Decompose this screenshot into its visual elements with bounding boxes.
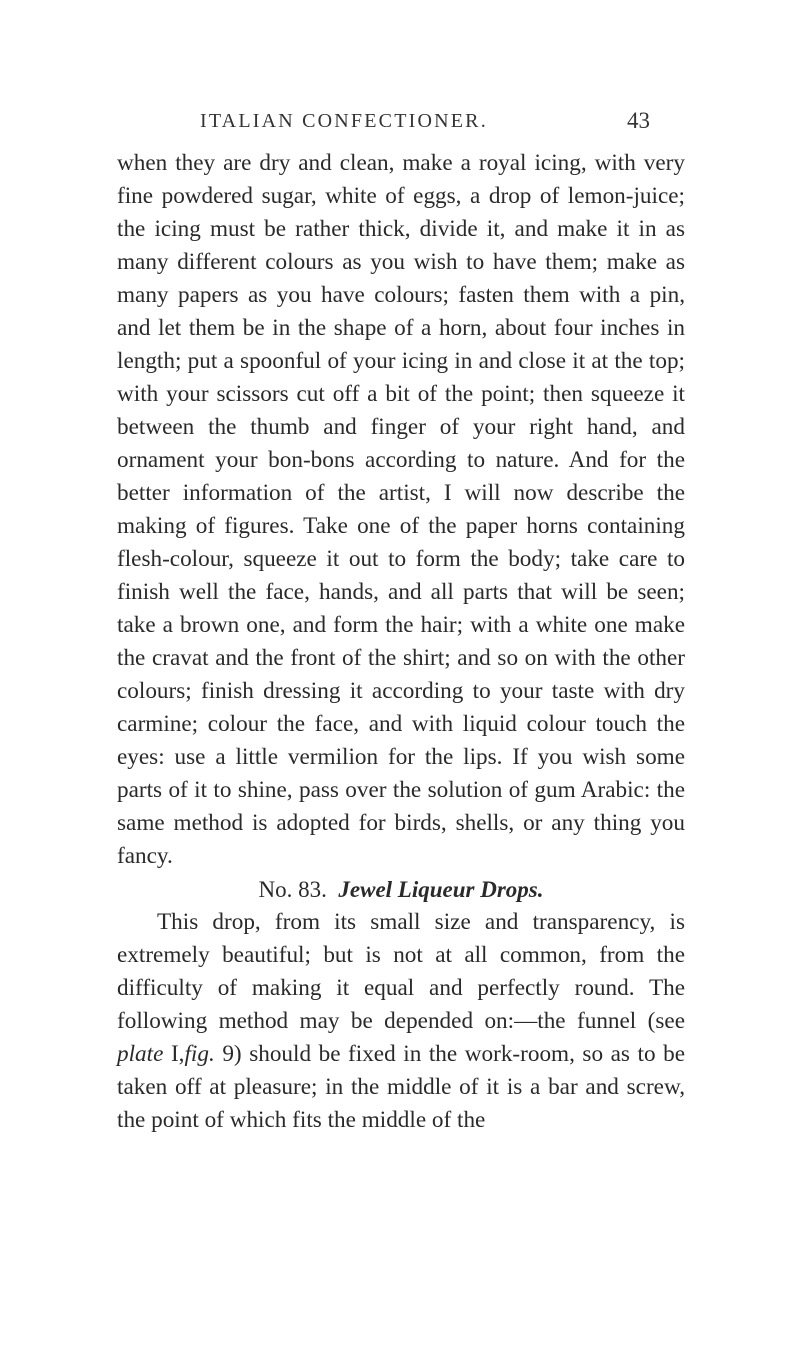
paragraph-2-text-b: 9) should be fixed in the work-room, so as to be taken off at pleasure; in the middle of it is a bar and screw, the point of which fits the middle of the	[117, 1041, 685, 1133]
figure-reference: fig.	[184, 1041, 215, 1067]
plate-reference: plate	[117, 1041, 164, 1067]
running-title: ITALIAN CONFECTIONER.	[200, 110, 488, 132]
paragraph-1: when they are dry and clean, make a royal icing, with very fine powdered sugar, white of eggs, a drop of lemon-juice; the icing must be rather thick, divide it, and make it in as many different colours as you wish to have them; make as many papers as you have colours; fasten them with a pin, and let them be in the shape of a horn, about four inches in length; put a spoonful of your icing in and close it at the top; with your scissors cut off a bit of the point; then squeeze it between the thumb and finger of your right hand, and ornament your bon-bons according to nature. And for the better information of the artist, I will now describe the making of figures. Take one of the paper horns containing flesh-colour, squeeze it out to form the body; take care to finish well the face, hands, and all parts that will be seen; take a brown one, and form the hair; with a white one make the cravat and the front of the shirt; and so on with the other colours; finish dressing it according to your taste with dry carmine; colour the face, and with liquid colour touch the eyes: use a little vermilion for the lips. If you wish some parts of it to shine, pass over the solution of gum Arabic: the same method is adopted for birds, shells, or any thing you fancy.	[117, 150, 685, 869]
paragraph-2-text-a: This drop, from its small size and transparency, is extremely beautiful; but is not at all common, from the difficulty of making it equal and perfectly round. The following method may be depended on:—the funnel (see	[117, 909, 685, 1034]
section-number: No. 83.	[258, 877, 327, 902]
page-number: 43	[627, 108, 650, 133]
plate-number: I,	[163, 1041, 185, 1067]
paragraph-2	[117, 906, 685, 1137]
section-heading	[117, 873, 685, 906]
section-title: Jewel Liqueur Drops.	[338, 877, 544, 902]
running-head	[200, 110, 650, 140]
body-text	[117, 147, 685, 1137]
